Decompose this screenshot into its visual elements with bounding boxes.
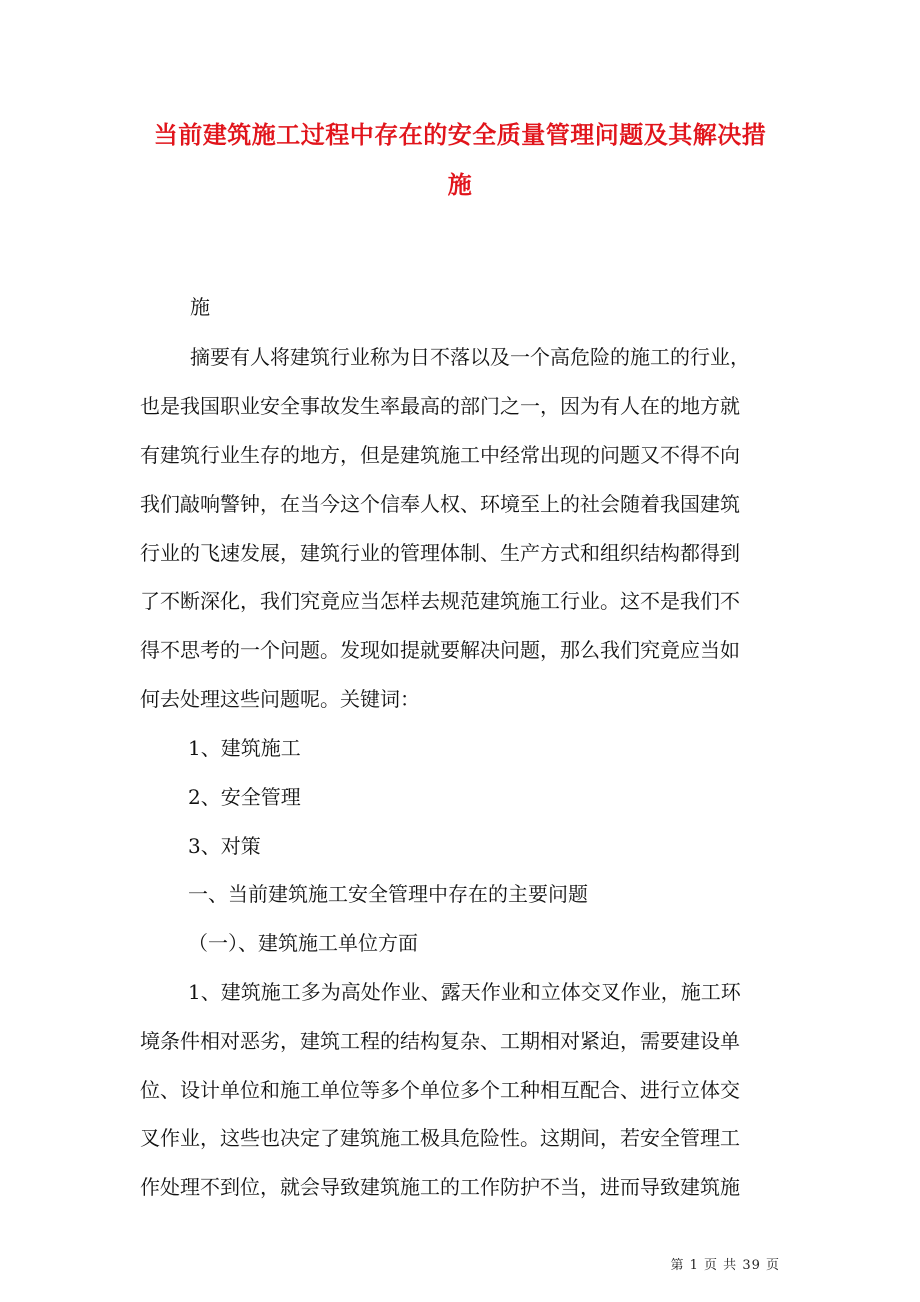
body-line: 境条件相对恶劣，建筑工程的结构复杂、工期相对紧迫，需要建设单 [140,1029,740,1053]
subsection-heading: （一）、建筑施工单位方面 [188,931,418,955]
body-line: 了不断深化，我们究竟应当怎样去规范建筑施工行业。这不是我们不 [140,589,740,613]
body-line: 位、设计单位和施工单位等多个单位多个工种相互配合、进行立体交 [140,1078,740,1102]
page-number-footer: 第 1 页 共 39 页 [670,1258,780,1273]
list-item: 3、对策 [188,834,261,858]
body-line: 作处理不到位，就会导致建筑施工的工作防护不当，进而导致建筑施 [140,1175,740,1199]
body-line: 施 [190,295,210,319]
document-title-line-2: 施 [447,170,473,199]
body-line: 行业的飞速发展，建筑行业的管理体制、生产方式和组织结构都得到 [140,541,740,565]
list-item: 1、建筑施工 [188,736,301,760]
list-item: 2、安全管理 [188,785,301,809]
body-line: 我们敲响警钟，在当今这个信奉人权、环境至上的社会随着我国建筑 [140,492,740,516]
body-line: 摘要有人将建筑行业称为日不落以及一个高危险的施工的行业， [190,345,750,369]
document-title-line-1: 当前建筑施工过程中存在的安全质量管理问题及其解决措 [153,120,767,149]
section-heading: 一、当前建筑施工安全管理中存在的主要问题 [188,882,588,906]
body-line: 有建筑行业生存的地方，但是建筑施工中经常出现的问题又不得不向 [140,443,740,467]
body-line: 得不思考的一个问题。发现如提就要解决问题，那么我们究竟应当如 [140,638,740,662]
body-line: 1、建筑施工多为高处作业、露天作业和立体交叉作业，施工环 [188,980,741,1004]
body-line: 何去处理这些问题呢。关键词： [140,687,420,711]
body-line: 叉作业，这些也决定了建筑施工极具危险性。这期间，若安全管理工 [140,1126,740,1150]
body-line: 也是我国职业安全事故发生率最高的部门之一，因为有人在的地方就 [140,394,740,418]
